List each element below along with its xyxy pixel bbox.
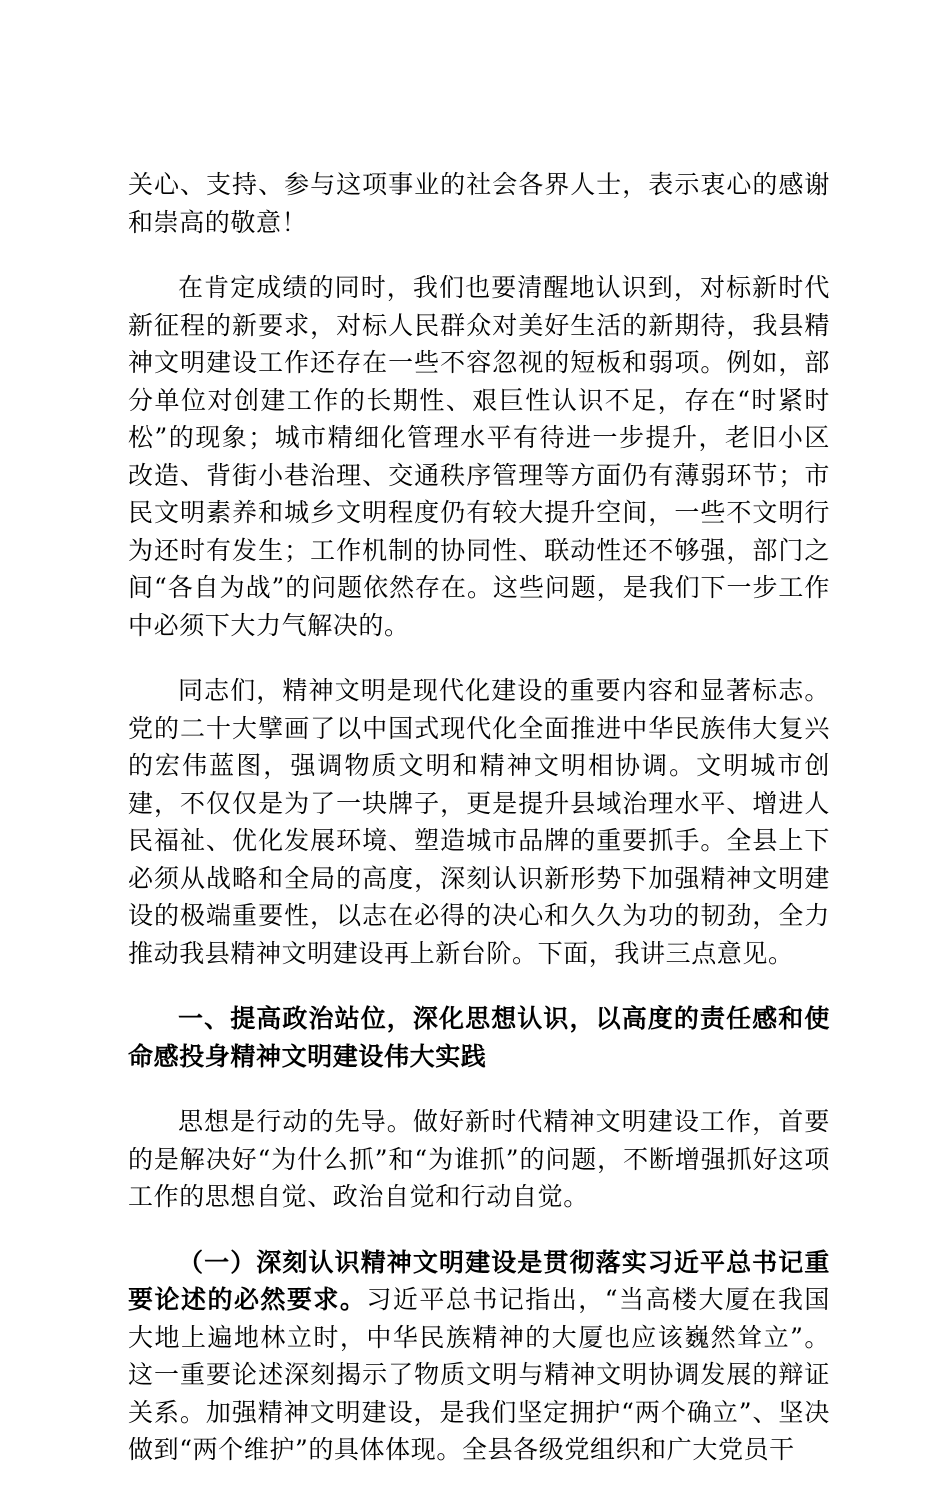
subsection-heading: （一）深刻认识精神文明建设是贯彻落实习近平总书记重要论述的必然要求。 [128,1247,830,1314]
subsection-paragraph [128,1244,830,1469]
document-body [128,166,830,1497]
paragraph-continuation: 关心、支持、参与这项事业的社会各界人士，表示衷心的感谢和崇高的敬意！ [128,170,830,237]
paragraph-shortcomings: 在肯定成绩的同时，我们也要清醒地认识到，对标新时代新征程的新要求，对标人民群众对美好生活的新期待，我县精神文明建设工作还存在一些不容忽视的短板和弱项。例如，部分单位对创建工作的长期性、艰巨性认识不足，存在“时紧时松”的现象；城市精细化管理水平有待进一步提升，老旧小区改造、背街小巷治理、交通秩序管理等方面仍有薄弱环节；市民文明素养和城乡文明程度仍有较大提升空间，一些不文明行为还时有发生；工作机制的协同性、联动性还不够强，部门之间“各自为战”的问题依然存在。这些问题，是我们下一步工作中必须下大力气解决的。 [128,273,830,640]
subsection-body: 习近平总书记指出，“当高楼大厦在我国大地上遍地林立时，中华民族精神的大厦也应该巍然耸立”。这一重要论述深刻揭示了物质文明与精神文明协调发展的辩证关系。加强精神文明建设，是我们坚定拥护“两个确立”、坚决做到“两个维护”的具体体现。全县各级党组织和广大党员干 [128,1285,830,1464]
section-intro-paragraph: 思想是行动的先导。做好新时代精神文明建设工作，首要的是解决好“为什么抓”和“为谁抓”的问题，不断增强抓好这项工作的思想自觉、政治自觉和行动自觉。 [128,1107,830,1211]
section-heading: 一、提高政治站位，深化思想认识，以高度的责任感和使命感投身精神文明建设伟大实践 [128,1004,830,1071]
paragraph-importance: 同志们，精神文明是现代化建设的重要内容和显著标志。党的二十大擘画了以中国式现代化全面推进中华民族伟大复兴的宏伟蓝图，强调物质文明和精神文明相协调。文明城市创建，不仅仅是为了一块牌子，更是提升县域治理水平、增进人民福祉、优化发展环境、塑造城市品牌的重要抓手。全县上下必须从战略和全局的高度，深刻认识新形势下加强精神文明建设的极端重要性，以志在必得的决心和久久为功的韧劲，全力推动我县精神文明建设再上新台阶。下面，我讲三点意见。 [128,676,830,968]
